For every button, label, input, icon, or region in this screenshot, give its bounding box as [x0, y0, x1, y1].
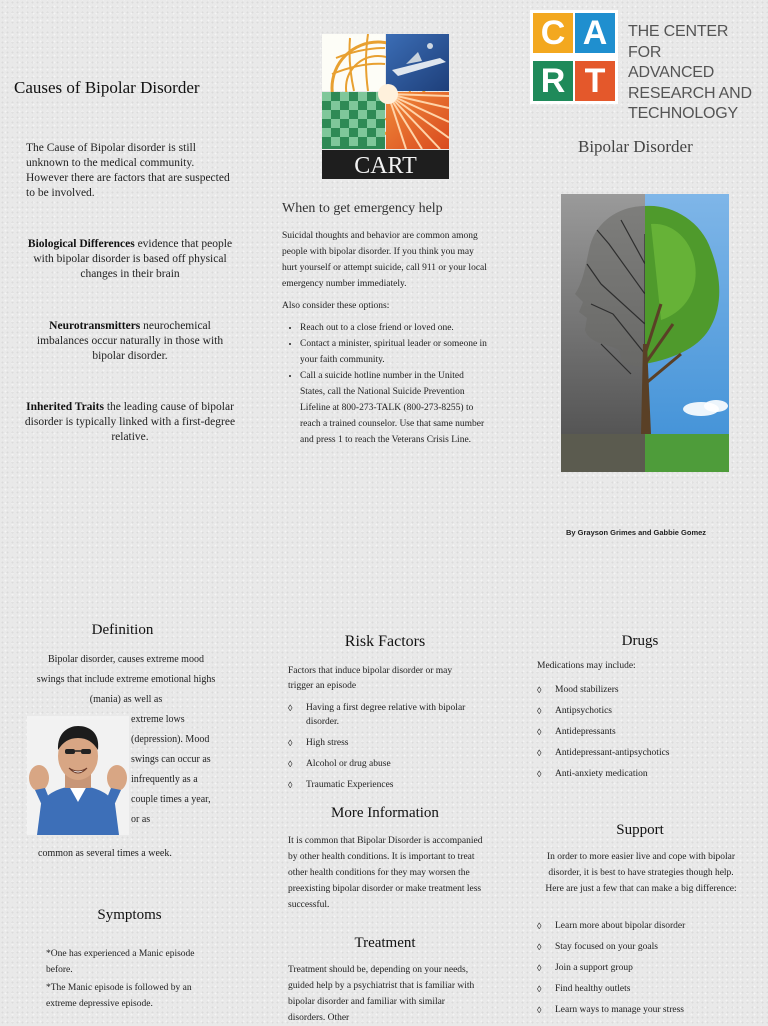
risk-factors-list	[288, 701, 478, 799]
emergency-title: When to get emergency help	[282, 201, 443, 216]
list-item	[537, 961, 747, 975]
list-item-text: Join a support group	[555, 963, 633, 973]
list-item	[537, 725, 747, 739]
cover-title: Bipolar Disorder	[578, 137, 693, 156]
diamond-bullet-icon: ◊	[537, 706, 542, 716]
brand-name	[628, 22, 765, 125]
cause-text: the leading cause of bipolar disorder is typically linked with a first-degree relative.	[24, 401, 236, 443]
cart-brand-logo	[530, 10, 765, 122]
diamond-bullet-icon: ◊	[537, 984, 542, 994]
diamond-bullet-icon: ◊	[537, 1005, 542, 1015]
drugs-list	[537, 683, 747, 788]
list-item: • Reach out to a close friend or loved one.	[300, 320, 487, 336]
list-item: *The Manic episode is followed by an extreme depressive episode.	[46, 983, 192, 1009]
list-item: • Contact a minister, spiritual leader or someone in your faith community.	[300, 336, 487, 368]
list-item	[537, 767, 747, 781]
list-item	[537, 940, 747, 954]
symptoms-list	[46, 946, 216, 1014]
causes-intro: The Cause of Bipolar disorder is still unknown to the medical community. However there are factors that are suspected to be involved.	[26, 142, 230, 199]
definition-title: Definition	[91, 622, 154, 638]
logo-tile-c: C	[533, 13, 573, 53]
list-item-text: Antipsychotics	[555, 706, 612, 716]
symptoms-title: Symptoms	[97, 907, 162, 923]
cause-biological	[24, 237, 236, 282]
list-item	[288, 736, 478, 750]
logo-tile-r: R	[533, 61, 573, 101]
cause-term: Neurotransmitters	[49, 320, 141, 332]
list-item-text: Stay focused on your goals	[555, 942, 658, 952]
cause-text: evidence that people with bipolar disorder is based off physical changes in their brain	[33, 238, 233, 280]
treatment-text: Treatment should be, depending on your needs, guided help by a psychiatrist that is familiar with bipolar disorder and familiar with similar disorders. Other	[288, 965, 475, 1023]
list-item	[288, 778, 478, 792]
list-item-text: High stress	[306, 738, 349, 748]
support-text: In order to more easier live and cope with bipolar disorder, it is best to have strategies though help. Here are just a few that can make a big difference:	[545, 852, 737, 894]
list-item: *One has experienced a Manic episode before.	[46, 949, 195, 975]
cause-term: Biological Differences	[27, 238, 135, 250]
emergency-body	[282, 228, 487, 448]
emergency-options-intro: Also consider these options:	[282, 301, 390, 311]
diamond-bullet-icon: ◊	[537, 921, 542, 931]
diamond-bullet-icon: ◊	[288, 780, 293, 790]
diamond-bullet-icon: ◊	[537, 963, 542, 973]
more-info-text: It is common that Bipolar Disorder is accompanied by other health conditions. It is important to treat other health conditions for they may worsen the preexisting bipolar disorder or make treatment less successful.	[288, 836, 483, 910]
treatment-title: Treatment	[354, 935, 416, 951]
diamond-bullet-icon: ◊	[537, 942, 542, 952]
list-item: • Call a suicide hotline number in the United States, call the National Suicide Prevention Lifeline at 800-273-TALK (800-273-8255) to reach a trained counselor. Use that same number and press 1 to reach the Veterans Crisis Line.	[300, 368, 487, 448]
brand-line: THE CENTER FOR	[628, 23, 729, 61]
list-item	[537, 704, 747, 718]
definition-text-end: common as several times a week.	[38, 848, 172, 859]
causes-title: Causes of Bipolar Disorder	[14, 78, 200, 97]
brand-line: ADVANCED	[628, 64, 715, 81]
diamond-bullet-icon: ◊	[288, 759, 293, 769]
list-item-text: Traumatic Experiences	[306, 780, 394, 790]
emergency-options-list	[282, 320, 487, 448]
list-item-text: Mood stabilizers	[555, 685, 619, 695]
list-item-text: Learn ways to manage your stress	[555, 1005, 685, 1015]
list-item	[288, 701, 478, 729]
drugs-intro: Medications may include:	[537, 661, 636, 671]
list-item-text: Antidepressant-antipsychotics	[555, 748, 670, 758]
cause-inherited	[24, 400, 236, 445]
list-item-text: Find healthy outlets	[555, 984, 631, 994]
cause-term: Inherited Traits	[26, 401, 104, 413]
more-info-title: More Information	[331, 805, 439, 821]
brand-line: RESEARCH AND	[628, 84, 752, 102]
support-title: Support	[616, 822, 664, 838]
diamond-bullet-icon: ◊	[537, 748, 542, 758]
list-item	[537, 746, 747, 760]
risk-factors-title: Risk Factors	[344, 633, 426, 650]
diamond-bullet-icon: ◊	[288, 738, 293, 748]
logo-tile-t: T	[575, 61, 615, 101]
list-item	[537, 982, 747, 996]
list-item-text: Alcohol or drug abuse	[306, 759, 391, 769]
definition-text-side: extreme lows (depression). Mood swings can occur as infrequently as a couple times a year, or as	[131, 714, 211, 825]
list-item-text: Learn more about bipolar disorder	[555, 921, 686, 931]
list-item-text: Antidepressants	[555, 727, 616, 737]
list-item-text: Having a first degree relative with bipolar disorder.	[306, 703, 466, 727]
definition-text: Bipolar disorder, causes extreme mood swings that include extreme emotional highs (mania) as well as	[36, 654, 216, 705]
logo-tile-a: A	[575, 13, 615, 53]
cause-neurotransmitters	[24, 319, 236, 364]
cart-emblem-label: CART	[354, 153, 417, 179]
head-tree-image	[561, 194, 729, 472]
support-list	[537, 919, 747, 1024]
list-item	[537, 683, 747, 697]
cause-text: neurochemical imbalances occur naturally in those with bipolar disorder.	[36, 320, 224, 362]
authors-credit: By Grayson Grimes and Gabbie Gomez	[566, 528, 707, 537]
list-item	[537, 919, 747, 933]
stressed-man-image	[27, 716, 129, 835]
list-item-text: Anti-anxiety medication	[555, 769, 648, 779]
emergency-para: Suicidal thoughts and behavior are common among people with bipolar disorder. If you think you may hurt yourself or attempt suicide, call 911 or your local emergency number immediately.	[282, 231, 487, 289]
diamond-bullet-icon: ◊	[537, 685, 542, 695]
diamond-bullet-icon: ◊	[537, 727, 542, 737]
drugs-title: Drugs	[621, 633, 659, 649]
risk-factors-intro: Factors that induce bipolar disorder or may trigger an episode	[288, 666, 453, 691]
diamond-bullet-icon: ◊	[288, 703, 293, 713]
brand-line: TECHNOLOGY	[628, 105, 739, 122]
list-item	[288, 757, 478, 771]
diamond-bullet-icon: ◊	[537, 769, 542, 779]
cart-emblem-logo	[322, 34, 449, 179]
list-item	[537, 1003, 747, 1017]
